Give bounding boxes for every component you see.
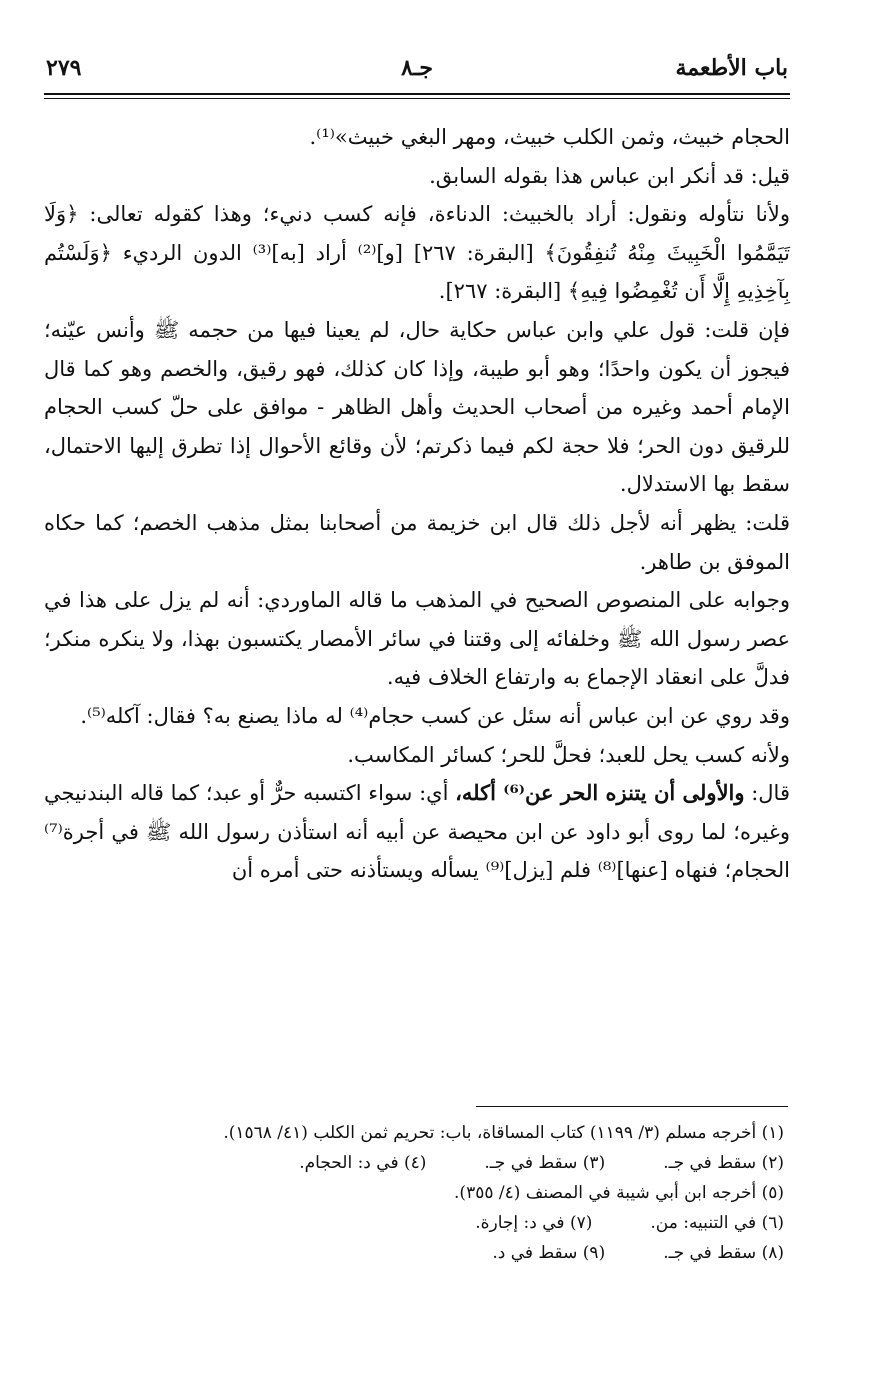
- chapter-title: باب الأطعمة: [675, 55, 788, 81]
- footnote: (٥) أخرجه ابن أبي شيبة في المصنف (٤/ ٣٥٥).: [454, 1183, 784, 1203]
- paragraph: ولأنا نتأوله ونقول: أراد بالخبيث: الدناءة، فإنه كسب دنيء؛ وهذا كقوله تعالى: ﴿وَلَا تَيَمَّمُوا الْخَبِيثَ مِنْهُ تُنفِقُونَ﴾ [البقرة: ٢٦٧] [و]⁽²⁾ أراد [به]⁽³⁾ الدون الرديء ﴿وَلَسْتُم بِآخِذِيهِ إِلَّا أَن تُغْمِضُوا فِيهِ﴾ [البقرة: ٢٦٧].: [44, 202, 790, 304]
- footnote: (٤) في د: الحجام.: [299, 1153, 427, 1173]
- header-divider: [44, 93, 790, 95]
- footnote: (٢) سقط في جـ.: [663, 1153, 784, 1173]
- footnote-line: [44, 1178, 784, 1208]
- footnote-line: [44, 1118, 784, 1148]
- paragraph: وقد روي عن ابن عباس أنه سئل عن كسب حجام⁽⁴⁾ له ماذا يصنع به؟ فقال: آكله⁽⁵⁾.: [80, 703, 790, 728]
- footnote: (٦) في التنبيه: من.: [650, 1213, 784, 1233]
- footnote-line: [44, 1208, 784, 1238]
- footnote-divider: [476, 1106, 788, 1107]
- footnote-line: [44, 1148, 784, 1178]
- matn-quote: والأولى أن يتنزه الحر عن⁽⁶⁾ أكله،: [455, 780, 745, 806]
- footnote: (٣) سقط في جـ.: [484, 1153, 606, 1173]
- page-number: ٢٧٩: [46, 55, 82, 81]
- footnote: (٨) سقط في جـ.: [663, 1243, 784, 1263]
- paragraph: وجوابه على المنصوص الصحيح في المذهب ما قاله الماوردي: أنه لم يزل على هذا في عصر رسول الله ﷺ وخلفائه إلى وقتنا في سائر الأمصار يكتسبون بهذا، ولا ينكره منكر؛ فدلَّ على انعقاد الإجماع به وارتفاع الخلاف فيه.: [44, 588, 790, 690]
- paragraph: [44, 774, 790, 890]
- paragraph: الحجام خبيث، وثمن الكلب خبيث، ومهر البغي خبيث»⁽¹⁾.: [309, 125, 790, 149]
- paragraph: قيل: قد أنكر ابن عباس هذا بقوله السابق.: [429, 163, 790, 188]
- footnote: (١) أخرجه مسلم (٣/ ١١٩٩) كتاب المساقاة، باب: تحريم ثمن الكلب (٤١/ ١٥٦٨).: [223, 1123, 784, 1143]
- paragraph: ولأنه كسب يحل للعبد؛ فحلَّ للحر؛ كسائر المكاسب.: [347, 742, 790, 767]
- header-divider-thin: [44, 98, 790, 99]
- paragraph-rest: أي: سواء اكتسبه حرٌّ أو عبد؛ كما قاله البندنيجي وغيره؛ لما روى أبو داود عن ابن محيصة عن أبيه أنه استأذن رسول الله ﷺ في أجرة⁽⁷⁾ الحجام؛ فنهاه [عنها]⁽⁸⁾ فلم [يزل]⁽⁹⁾ يسأله ويستأذنه حتى أمره أن: [44, 781, 790, 883]
- paragraph: قلت: يظهر أنه لأجل ذلك قال ابن خزيمة من أصحابنا بمثل مذهب الخصم؛ كما حكاه الموفق بن طاهر.: [44, 510, 790, 574]
- main-text: [44, 118, 790, 890]
- footnote: (٩) سقط في د.: [492, 1243, 606, 1263]
- page-header: [46, 48, 788, 88]
- paragraph: فإن قلت: قول علي وابن عباس حكاية حال، لم يعينا فيها من حجمه ﷺ وأنس عيّنه؛ فيجوز أن يكون واحدًا؛ وهو أبو طيبة، وإذا كان كذلك، فهو رقيق، والخصم وهو كما قال الإمام أحمد وغيره من أصحاب الحديث وأهل الظاهر - موافق على حلّ كسب الحجام للرقيق دون الحر؛ فلا حجة لكم فيما ذكرتم؛ لأن وقائع الأحوال إذا تطرق إليها الاحتمال، سقط بها الاستدلال.: [44, 317, 790, 497]
- paragraph-lead: قال:: [744, 781, 790, 806]
- footnote-line: [44, 1238, 784, 1268]
- footnotes: [44, 1118, 784, 1268]
- footnote: (٧) في د: إجارة.: [475, 1213, 593, 1233]
- volume-label: جـ٨: [401, 55, 433, 81]
